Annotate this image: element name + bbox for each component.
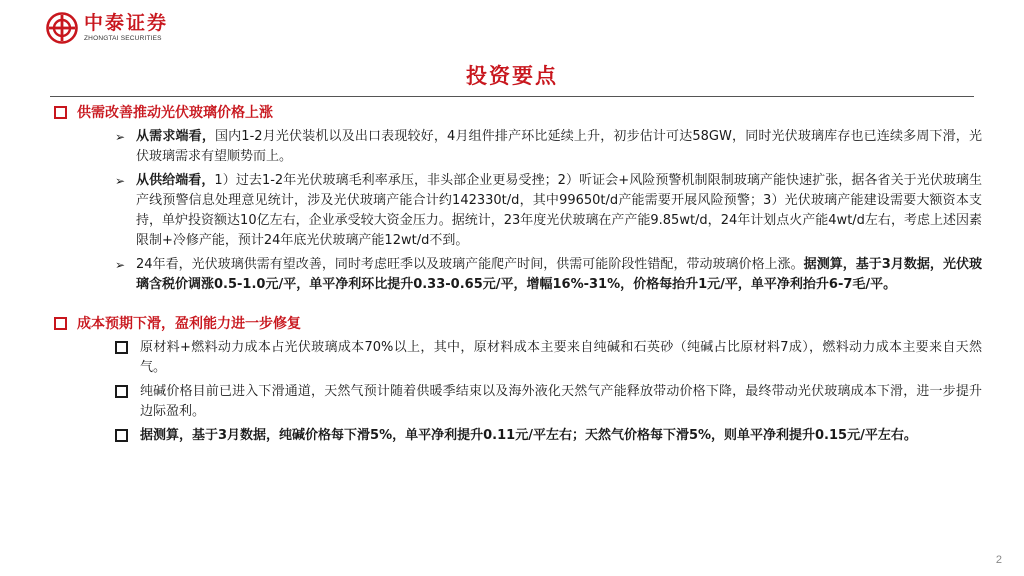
item-lead: 从需求端看， [136,129,215,144]
item-text: 纯碱价格目前已进入下滑通道，天然气预计随着供暖季结束以及海外液化天然气产能释放带动价格下降，最终带动光伏玻璃成本下滑，进一步提升边际盈利。 [140,384,982,419]
logo-name-en: ZHONGTAI SECURITIES [84,34,162,42]
slide-content [52,100,982,446]
list-item-cost-structure [52,338,982,378]
item-text: 原材料+燃料动力成本占光伏玻璃成本70%以上，其中，原材料成本主要来自纯碱和石英砂（纯碱占比原材料7成），燃料动力成本主要来自天然气。 [140,340,982,375]
item-text: 据测算，基于3月数据，纯碱价格每下滑5%，单平净利提升0.11元/平左右；天然气价格每下滑5%，则单平净利提升0.15元/平左右。 [140,428,917,443]
section-heading-text: 成本预期下滑，盈利能力进一步修复 [77,316,301,332]
title-divider [50,96,974,97]
black-square-bullet-icon [115,385,128,398]
item-text: 国内1-2月光伏装机以及出口表现较好，4月组件排产环比延续上升，初步估计可达58GW，同时光伏玻璃库存也已连续多周下滑，光伏玻璃需求有望顺势而上。 [136,129,982,164]
black-square-bullet-icon [115,341,128,354]
company-logo [46,12,168,44]
red-square-bullet-icon [54,106,67,119]
arrow-bullet-icon: ➢ [115,258,126,272]
section-heading-supply-demand [52,103,982,123]
list-item-supply [52,171,982,251]
item-lead: 从供给端看， [136,173,215,188]
zhongtai-logo-icon [46,12,78,44]
list-item-demand [52,127,982,167]
page-title: 投资要点 [466,64,558,88]
item-text: 24年看，光伏玻璃供需有望改善，同时考虑旺季以及玻璃产能爬产时间，供需可能阶段性错配，带动玻璃价格上涨。 [136,257,804,272]
red-square-bullet-icon [54,317,67,330]
list-item-outlook-2024 [52,255,982,295]
list-item-estimate [52,426,982,446]
logo-name-cn: 中泰证券 [84,11,169,34]
page-number: 2 [995,554,1002,566]
section-heading-text: 供需改善推动光伏玻璃价格上涨 [77,105,273,121]
arrow-bullet-icon: ➢ [115,174,126,188]
item-text: 1）过去1-2年光伏玻璃毛利率承压，非头部企业更易受挫；2）听证会+风险预警机制限制玻璃产能快速扩张，据各省关于光伏玻璃生产线预警信息处理意见统计，涉及光伏玻璃产能合计约142330t/d，其中99650t/d产能需要开展风险预警；3）光伏玻璃产能建设需要大额资本支持，单炉投资额达10亿左右，企业承受较大资金压力。据统计，23年度光伏玻璃在产产能9.85wt/d，24年计划点火产能4wt/d左右，考虑上述因素限制+冷修产能，预计24年底光伏玻璃产能12wt/d不到。 [136,173,982,248]
arrow-bullet-icon: ➢ [115,130,126,144]
item-trail-bold: 据测算，基于3月数据，光伏玻璃含税价调涨0.5-1.0元/平，单平净利环比提升0.33-0.65元/平，增幅16%-31%，价格每抬升1元/平，单平净利抬升6-7毛/平。 [136,257,983,292]
section-heading-cost [52,314,982,334]
black-square-bullet-icon [115,429,128,442]
list-item-soda-gas-price [52,382,982,422]
